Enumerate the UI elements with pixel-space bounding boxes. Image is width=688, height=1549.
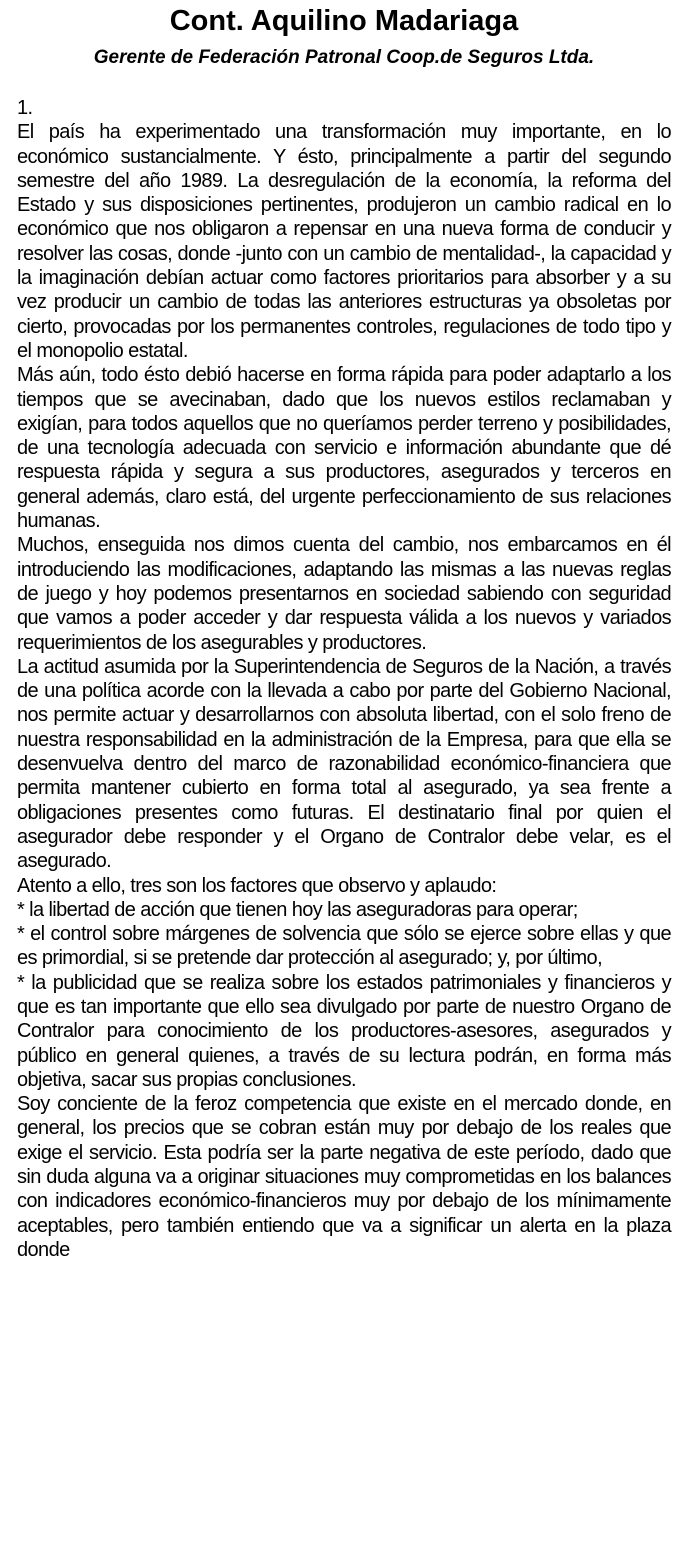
paragraph-competition: Soy conciente de la feroz competencia que existe en el mercado donde, en general, los precios que se cobran están muy por debajo de los reales que exige el servicio. Esta podría ser la parte negativa de este período, dado que sin duda alguna va a originar situaciones muy comprometidas en los balances con indicadores económico-financieros muy por debajo de los mínimamente aceptables, pero también entiendo que va a significar un alerta en la plaza donde [17,1093,671,1261]
paragraph-embracing-change: Muchos, enseguida nos dimos cuenta del cambio, nos embarcamos en él introduciendo las modificaciones, adaptando las mismas a las nuevas reglas de juego y hoy podemos presentarnos en sociedad sabiendo con seguridad que vamos a poder acceder y dar respuesta válida a los nuevos y variados requerimientos de los asegurables y productores. [17,534,671,654]
author-name: Cont. Aquilino Madariaga [169,5,519,37]
factor-item-solvency-control: * el control sobre márgenes de solvencia que sólo se ejerce sobre ellas y que es primordial, si se pretende dar protección al asegurado; y, por último, [17,923,671,970]
article-body [17,96,671,1262]
paragraph-rapid-adaptation: Más aún, todo ésto debió hacerse en forma rápida para poder adaptarlo a los tiempos que se avecinaban, dado que los nuevos estilos reclamaban y exigían, para todos aquellos que no queríamos perder terreno y posibilidades, de una tecnología adecuada con servicio e información abundante que dé respuesta rápida y segura a sus productores, asegurados y terceros en general además, claro está, del urgente perfeccionamiento de sus relaciones humanas. [17,364,671,533]
factor-item-publicity: * la publicidad que se realiza sobre los estados patrimoniales y financieros y que es tan importante que ello sea divulgado por parte de nuestro Organo de Contralor para conocimiento de los productores-asesores, asegurados y público en general quienes, a través de su lectura podrán, en forma más objetiva, sacar sus propias conclusiones. [17,971,671,1091]
paragraph-economic-transformation: El país ha experimentado una transformación muy importante, en lo económico sustancialmente. Y ésto, principalmente a partir del segundo semestre del año 1989. La desregulación de la economía, la reforma del Estado y sus disposiciones pertinentes, produjeron un cambio radical en lo económico que nos obligaron a repensar en una nueva forma de conducir y resolver las cosas, donde -junto con un cambio de mentalidad-, la capacidad y la imaginación debían actuar como factores prioritarios para absorber y a su vez producir un cambio de todas las anteriores estructuras ya obsoletas por cierto, provocadas por los permanentes controles, regulaciones de todo tipo y el monopolio estatal. [17,121,671,362]
factors-list [17,898,671,1092]
paragraph-three-factors-intro: Atento a ello, tres son los factores que observo y aplaudo: [17,874,497,897]
paragraph-superintendence-attitude: La actitud asumida por la Superintendencia de Seguros de la Nación, a través de una política acorde con la llevada a cabo por parte del Gobierno Nacional, nos permite actuar y desarrollarnos con absoluta libertad, con el solo freno de nuestra responsabilidad en la administración de la Empresa, para que ella se desenvuelva dentro del marco de razonabilidad económico-financiera que permita mantener cubierto en forma total al asegurado, ya sea frente a obligaciones presentes como futuras. El destinatario final por quien el asegurador debe responder y el Organo de Contralor debe velar, es el asegurado. [17,655,671,873]
author-role: Gerente de Federación Patronal Coop.de Seguros Ltda. [93,47,595,68]
section-number: 1. [17,97,33,119]
factor-item-freedom: * la libertad de acción que tienen hoy las aseguradoras para operar; [17,898,578,921]
